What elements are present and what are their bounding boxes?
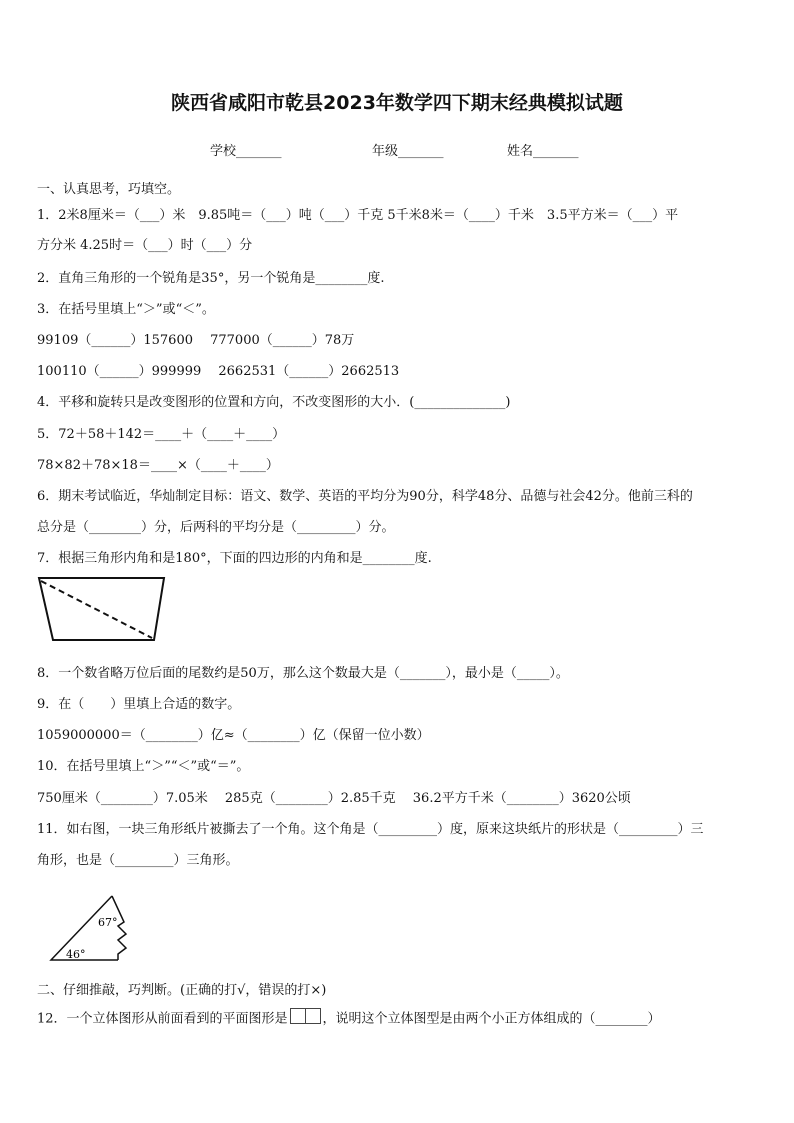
torn-triangle-figure [48,892,136,964]
question-12 [37,1008,757,1030]
question-3: 3．在括号里填上“＞”或“＜”。 [37,302,215,317]
question-3-row-2: 100110（______）999999 2662531（______）2662513 [37,364,400,379]
angle-top-label: 67° [98,916,118,929]
question-6-line-2: 总分是（________）分，后两科的平均分是（_________）分。 [37,520,395,535]
name-field: 姓名_______ [507,144,579,159]
two-squares-icon [290,1008,321,1030]
question-12-text-end: ，说明这个立体图型是由两个小正方体组成的（________） [322,1011,661,1027]
quadrilateral-figure [36,574,168,644]
school-field: 学校_______ [210,144,282,159]
section-1-heading: 一、认真思考，巧填空。 [37,182,181,197]
page-title: 陕西省咸阳市乾县2023年数学四下期末经典模拟试题 [171,92,623,114]
angle-left-label: 46° [66,948,86,961]
question-7: 7．根据三角形内角和是180°，下面的四边形的内角和是________度. [37,551,432,566]
question-1-line-1: 1．2米8厘米＝（___）米 9.85吨＝（___）吨（___）千克 5千米8米＝（____）千米 3.5平方米＝（___）平 [37,208,679,223]
question-9-row: 1059000000＝（________）亿≈（________）亿（保留一位小数） [37,728,430,743]
question-9: 9．在（ ）里填上合适的数字。 [37,697,241,712]
question-11-line-2: 角形，也是（_________）三角形。 [37,853,239,868]
question-4: 4．平移和旋转只是改变图形的位置和方向，不改变图形的大小．(______________) [37,395,511,410]
question-8: 8．一个数省略万位后面的尾数约是50万，那么这个数最大是（_______），最小是（_____）。 [37,666,569,681]
question-10: 10．在括号里填上“＞”“＜”或“＝”。 [37,759,250,774]
question-5-row-2: 78×82＋78×18＝____×（____＋____） [37,458,279,473]
question-6-line-1: 6．期末考试临近，华灿制定目标：语文、数学、英语的平均分为90分，科学48分、品德与社会42分。他前三科的 [37,489,693,504]
question-10-row: 750厘米（________）7.05米 285克（________）2.85千克 36.2平方千米（________）3620公顷 [37,791,631,806]
question-1-line-2: 方分米 4.25时＝（___）时（___）分 [37,238,253,253]
question-11-line-1: 11．如右图，一块三角形纸片被撕去了一个角。这个角是（_________）度，原来这块纸片的形状是（_________）三 [37,822,704,837]
question-2: 2．直角三角形的一个锐角是35°，另一个锐角是________度. [37,271,385,286]
grade-field: 年级_______ [372,144,444,159]
question-3-row-1: 99109（______）157600 777000（______）78万 [37,333,355,348]
section-2-heading: 二、仔细推敲，巧判断。(正确的打√，错误的打×) [37,983,327,998]
question-5-row-1: 5．72＋58＋142＝____＋（____＋____） [37,427,286,442]
question-12-text: 12．一个立体图形从前面看到的平面图形是 [37,1011,288,1027]
